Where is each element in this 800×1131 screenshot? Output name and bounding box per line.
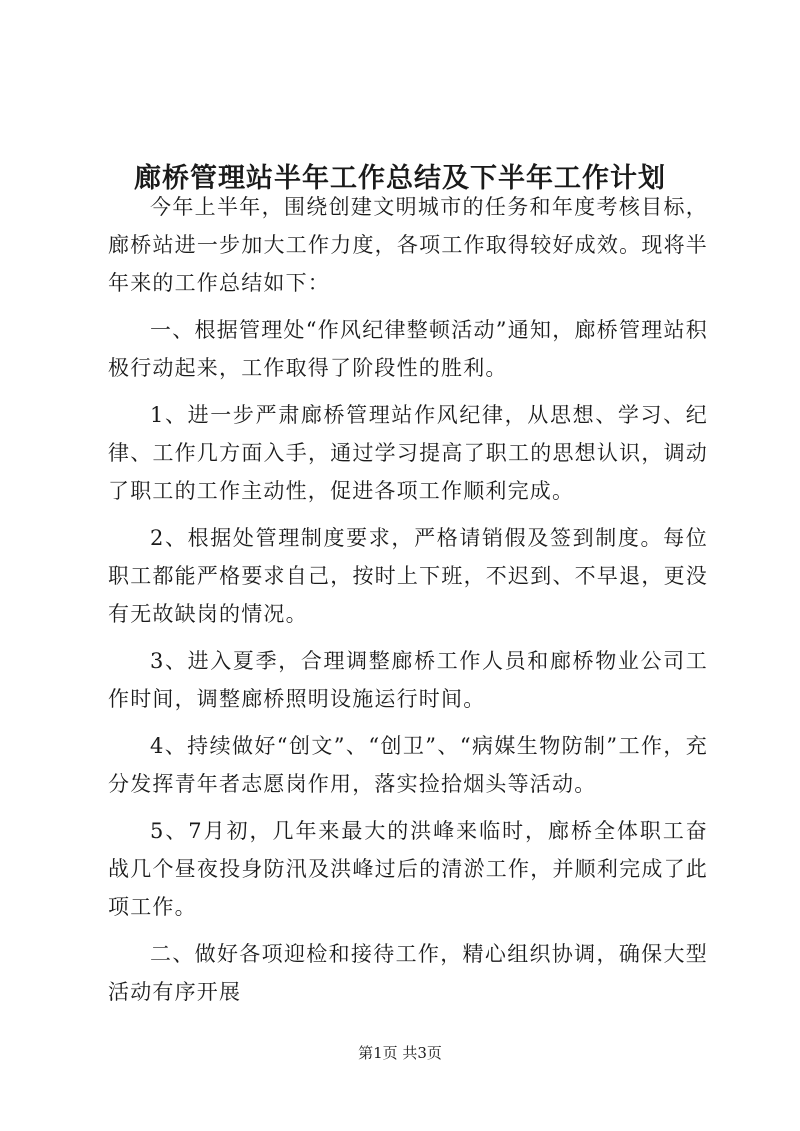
document-body — [108, 188, 708, 1011]
paragraph-item-3: 3、进入夏季，合理调整廊桥工作人员和廊桥物业公司工作时间，调整廊桥照明设施运行时间。 — [108, 649, 708, 711]
paragraph-item-5: 5、7月初，几年来最大的洪峰来临时，廊桥全体职工奋战几个昼夜投身防汛及洪峰过后的清淤工作，并顺利完成了此项工作。 — [108, 819, 708, 919]
paragraph-item-2: 2、根据处管理制度要求，严格请销假及签到制度。每位职工都能严格要求自己，按时上下班，不迟到、不早退，更没有无故缺岗的情况。 — [108, 526, 708, 626]
paragraph-item-4: 4、持续做好“创文”、“创卫”、“病媒生物防制”工作，充分发挥青年者志愿岗作用，落实捡拾烟头等活动。 — [108, 734, 708, 796]
paragraph-intro: 今年上半年，围绕创建文明城市的任务和年度考核目标，廊桥站进一步加大工作力度，各项工作取得较好成效。现将半年来的工作总结如下： — [108, 195, 708, 295]
paragraph-section-2: 二、做好各项迎检和接待工作，精心组织协调，确保大型活动有序开展 — [108, 942, 708, 1004]
document-title: 廊桥管理站半年工作总结及下半年工作计划 — [134, 163, 666, 195]
page-footer: 第1页 共3页 — [358, 1044, 442, 1062]
paragraph-item-1: 1、进一步严肃廊桥管理站作风纪律，从思想、学习、纪律、工作几方面入手，通过学习提高了职工的思想认识，调动了职工的工作主动性，促进各项工作顺利完成。 — [108, 403, 708, 503]
paragraph-section-1: 一、根据管理处“作风纪律整顿活动”通知，廊桥管理站积极行动起来，工作取得了阶段性的胜利。 — [108, 318, 708, 380]
